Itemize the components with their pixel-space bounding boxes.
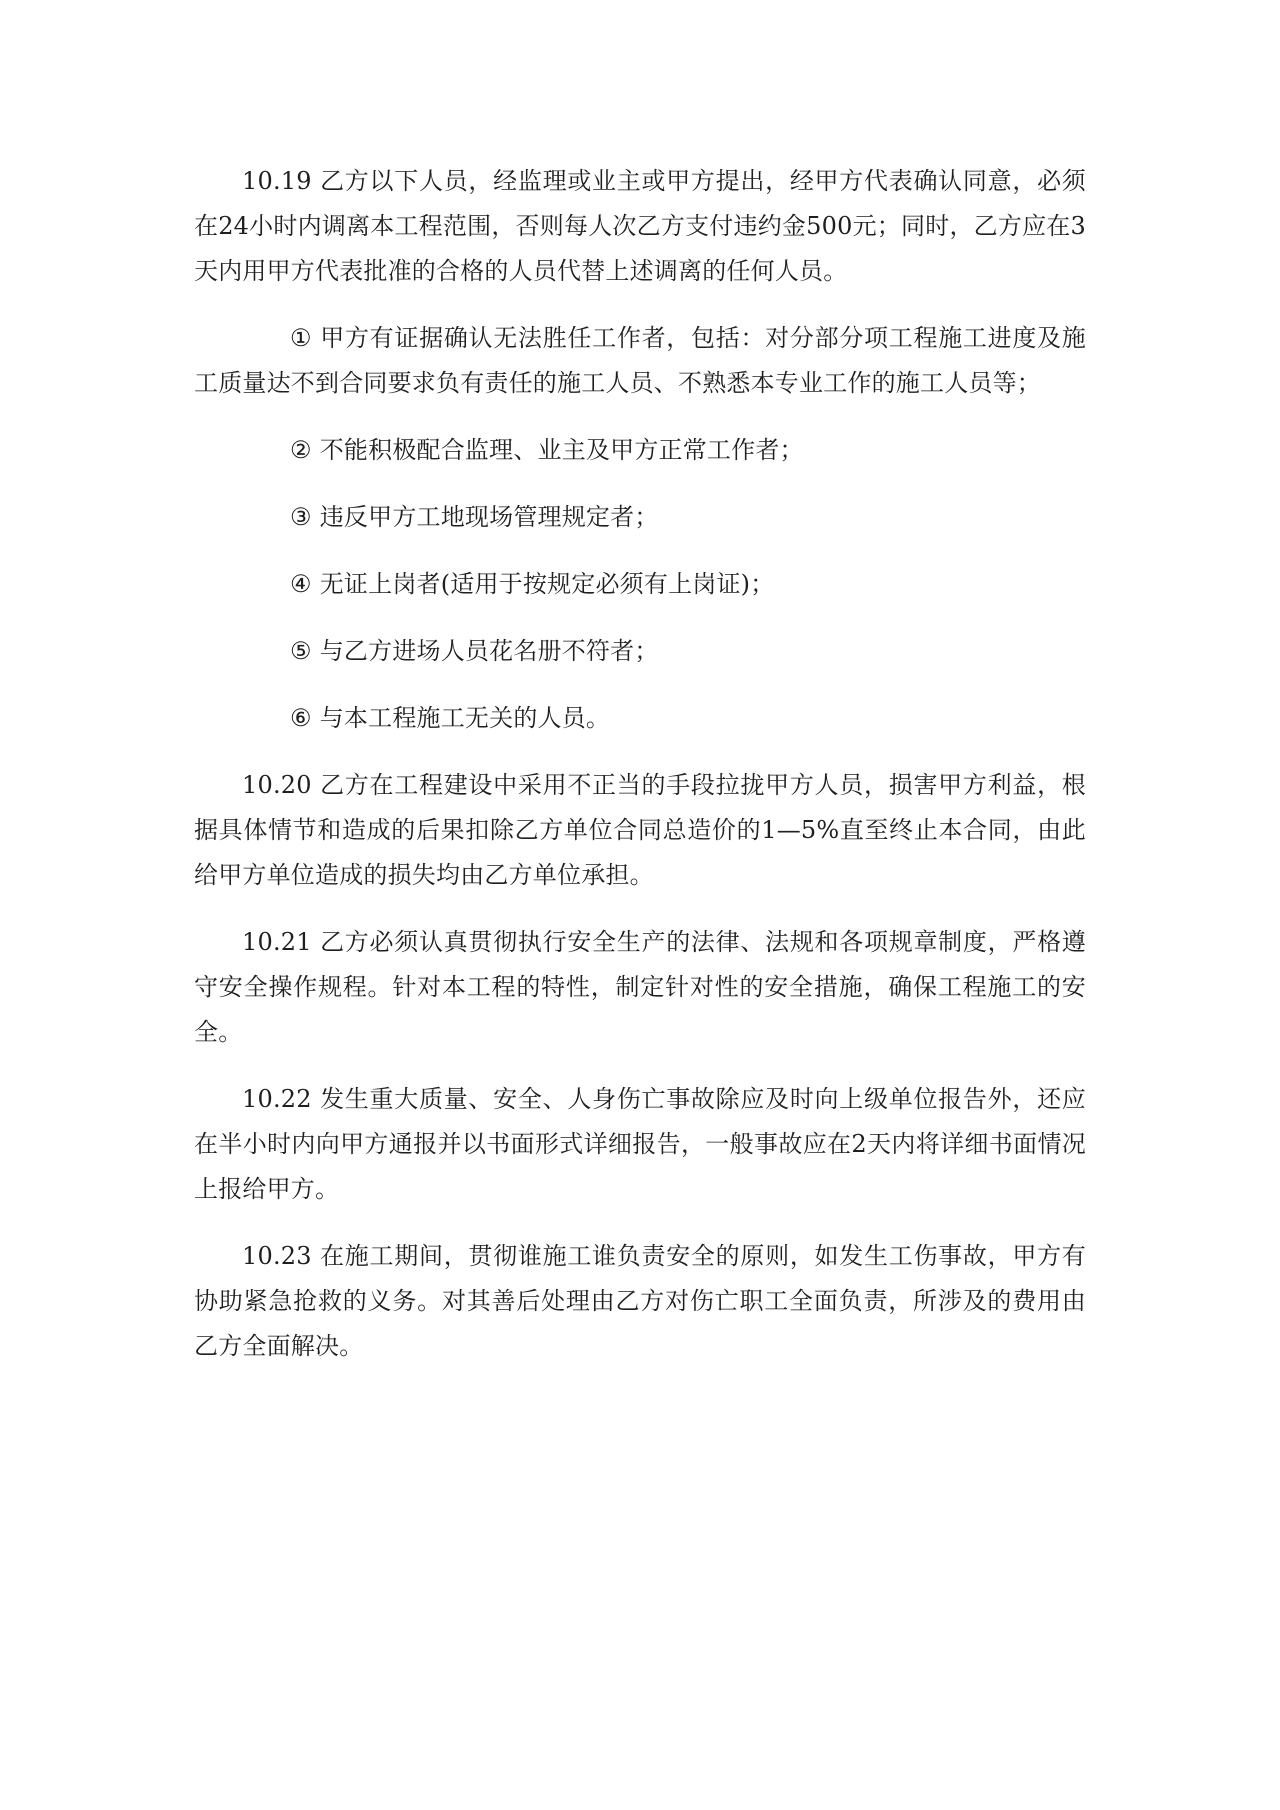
- list-item-text: 甲方有证据确认无法胜任工作者，包括：对分部分项工程施工进度及施工质量达不到合同要求负有责任的施工人员、不熟悉本专业工作的施工人员等；: [194, 324, 1086, 397]
- paragraph-text: 乙方以下人员，经监理或业主或甲方提出，经甲方代表确认同意，必须在24小时内调离本工程范围，否则每人次乙方支付违约金500元；同时，乙方应在3天内用甲方代表批准的合格的人员代替上述调离的任何人员。: [194, 167, 1086, 285]
- list-item-1: [194, 316, 1086, 406]
- paragraph-text: 在施工期间，贯彻谁施工谁负责安全的原则，如发生工伤事故，甲方有协助紧急抢救的义务。对其善后处理由乙方对伤亡职工全面负责，所涉及的费用由乙方全面解决。: [194, 1242, 1086, 1360]
- list-item-2: [194, 428, 1086, 473]
- list-item-6: [194, 696, 1086, 741]
- paragraph-number: 10.19: [242, 167, 312, 195]
- paragraph-text: 乙方必须认真贯彻执行安全生产的法律、法规和各项规章制度，严格遵守安全操作规程。针对本工程的特性，制定针对性的安全措施，确保工程施工的安全。: [194, 928, 1086, 1046]
- document-body: [194, 159, 1086, 1391]
- paragraph-number: 10.21: [242, 928, 312, 956]
- list-item-4: [194, 562, 1086, 607]
- paragraph-10-22: [194, 1077, 1086, 1212]
- list-marker: ⑤: [290, 637, 312, 665]
- list-item-3: [194, 495, 1086, 540]
- paragraph-10-23: [194, 1234, 1086, 1369]
- list-item-5: [194, 629, 1086, 674]
- list-item-text: 与本工程施工无关的人员。: [319, 704, 611, 732]
- paragraph-10-19: [194, 159, 1086, 294]
- paragraph-text: 发生重大质量、安全、人身伤亡事故除应及时向上级单位报告外，还应在半小时内向甲方通报并以书面形式详细报告，一般事故应在2天内将详细书面情况上报给甲方。: [194, 1085, 1086, 1203]
- list-marker: ③: [290, 503, 312, 531]
- list-item-text: 与乙方进场人员花名册不符者；: [319, 637, 659, 665]
- paragraph-text: 乙方在工程建设中采用不正当的手段拉拢甲方人员，损害甲方利益，根据具体情节和造成的后果扣除乙方单位合同总造价的1—5%直至终止本合同，由此给甲方单位造成的损失均由乙方单位承担。: [194, 771, 1086, 889]
- list-item-text: 违反甲方工地现场管理规定者；: [319, 503, 659, 531]
- list-marker: ①: [290, 324, 312, 352]
- list-marker: ②: [290, 436, 312, 464]
- paragraph-number: 10.23: [242, 1242, 312, 1270]
- list-item-text: 无证上岗者(适用于按规定必须有上岗证)；: [319, 570, 775, 598]
- list-item-text: 不能积极配合监理、业主及甲方正常工作者；: [319, 436, 804, 464]
- list-marker: ④: [290, 570, 312, 598]
- list-marker: ⑥: [290, 704, 312, 732]
- paragraph-10-20: [194, 763, 1086, 898]
- paragraph-number: 10.22: [242, 1085, 312, 1113]
- paragraph-number: 10.20: [242, 771, 312, 799]
- paragraph-10-21: [194, 920, 1086, 1055]
